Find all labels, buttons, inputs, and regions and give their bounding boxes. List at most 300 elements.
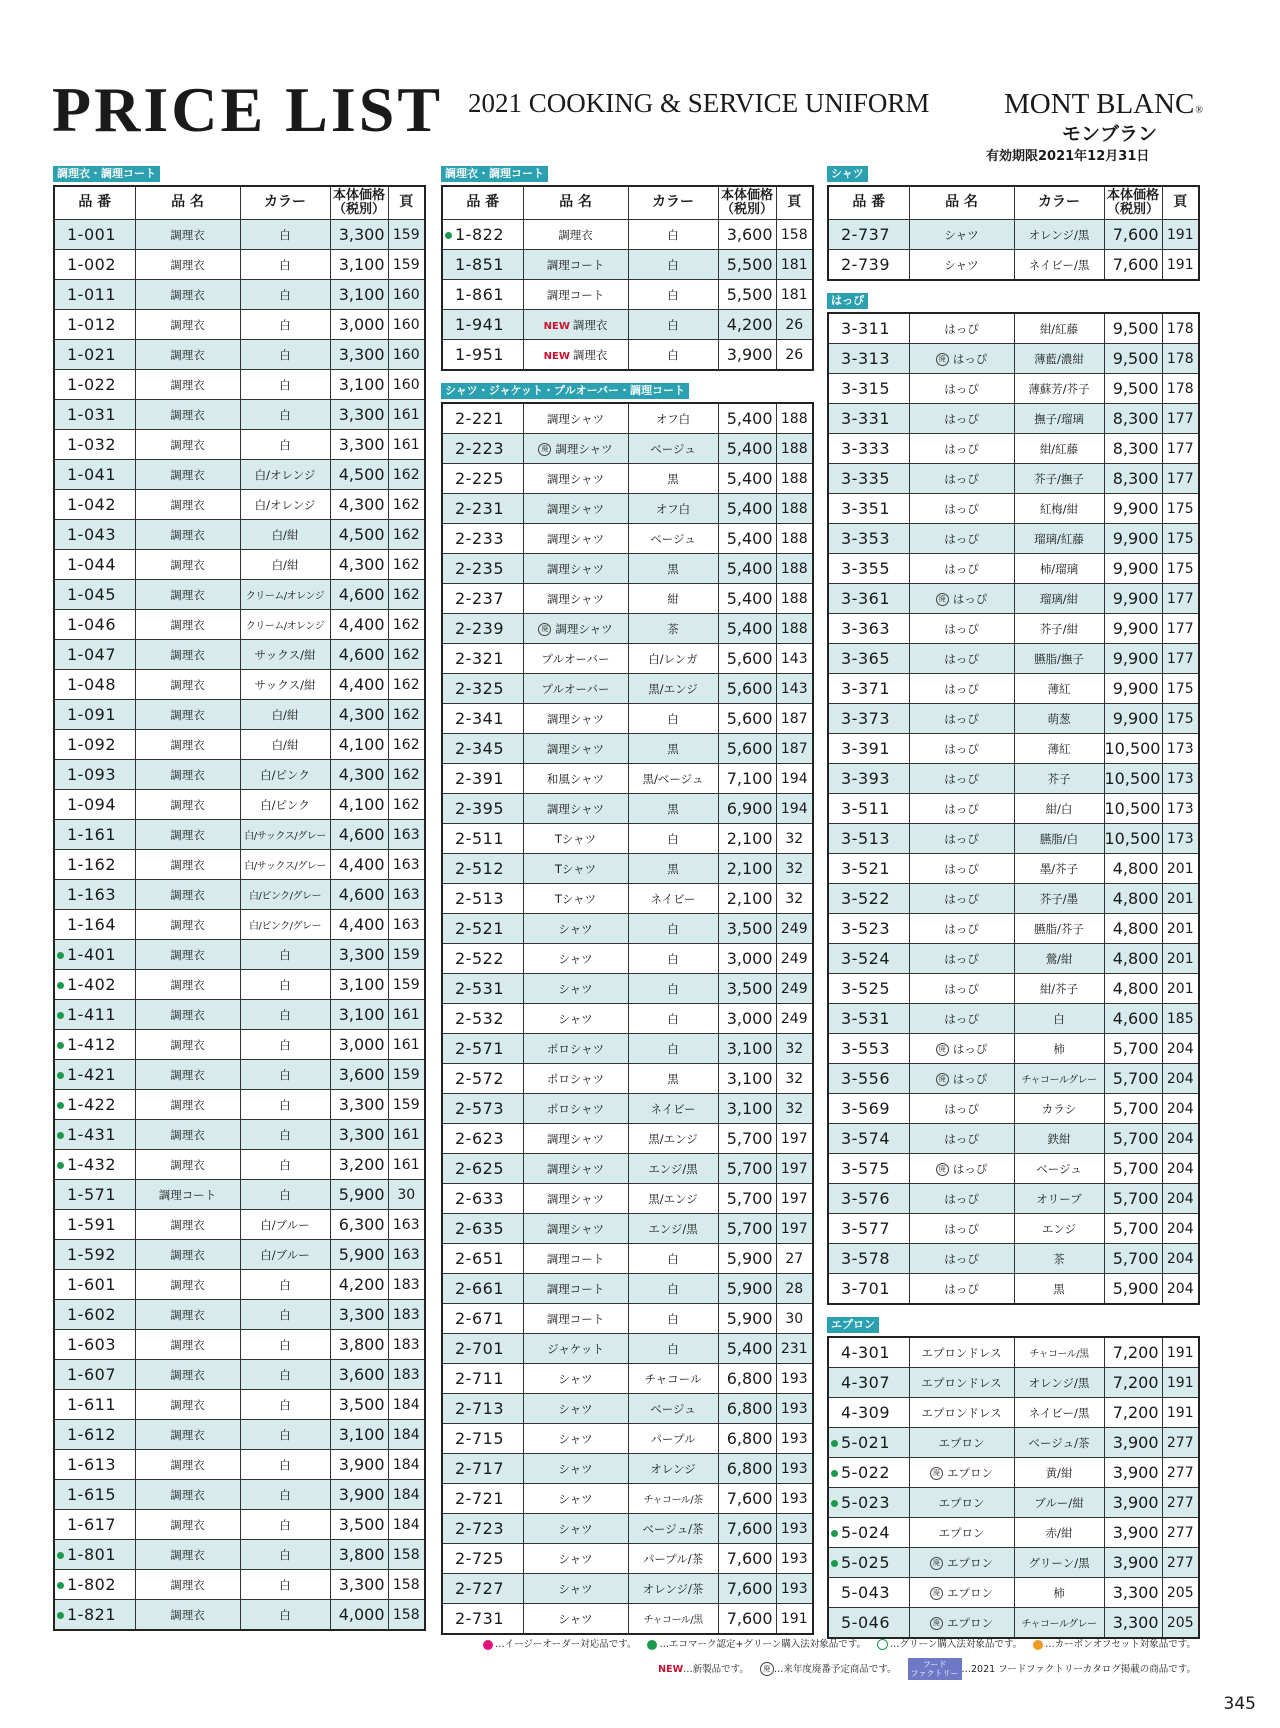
- item-price: 7,600: [718, 1484, 776, 1514]
- table-row[interactable]: [54, 400, 425, 430]
- item-color: 白: [628, 824, 718, 854]
- item-price: 3,900: [330, 1450, 388, 1480]
- table-row[interactable]: [828, 1608, 1199, 1639]
- item-code: [54, 640, 135, 670]
- item-name-text: 調理衣: [170, 827, 205, 842]
- item-name: [909, 884, 1014, 914]
- item-page: 163: [388, 820, 425, 850]
- table-row[interactable]: [442, 764, 813, 794]
- table-row[interactable]: [54, 790, 425, 820]
- item-code-text: 1-612: [67, 1425, 116, 1444]
- table-row[interactable]: [442, 464, 813, 494]
- item-name: [909, 374, 1014, 404]
- item-color: 撫子/瑠璃: [1014, 404, 1104, 434]
- item-name: [523, 944, 628, 974]
- table-row[interactable]: [828, 554, 1199, 584]
- item-code: [828, 250, 909, 281]
- table-row[interactable]: [828, 1154, 1199, 1184]
- item-price: 3,300: [330, 340, 388, 370]
- item-code: [828, 884, 909, 914]
- table-row[interactable]: [442, 854, 813, 884]
- table-row[interactable]: [54, 1330, 425, 1360]
- item-code: [828, 1488, 909, 1518]
- item-code-text: 1-431: [67, 1125, 116, 1144]
- table-row[interactable]: [54, 1540, 425, 1570]
- item-name-text: 調理衣: [170, 347, 205, 362]
- table-row[interactable]: [442, 1304, 813, 1334]
- table-row[interactable]: [442, 914, 813, 944]
- table-row[interactable]: [54, 1300, 425, 1330]
- item-code: [442, 524, 523, 554]
- table-row[interactable]: [54, 250, 425, 280]
- item-color: 鉄紺: [1014, 1124, 1104, 1154]
- table-row[interactable]: [442, 310, 813, 340]
- item-name: [135, 1090, 240, 1120]
- new-icon: NEW: [543, 350, 570, 362]
- item-price: 3,900: [1104, 1488, 1162, 1518]
- item-name: [135, 370, 240, 400]
- item-price: 3,500: [718, 914, 776, 944]
- item-name-text: 調理衣: [170, 887, 205, 902]
- table-row[interactable]: [54, 1240, 425, 1270]
- column-right: [827, 162, 1200, 1639]
- table-row[interactable]: [54, 1450, 425, 1480]
- item-color: 白: [240, 400, 330, 430]
- item-name-text: 調理衣: [170, 1307, 205, 1322]
- table-row[interactable]: [442, 1514, 813, 1544]
- table-row[interactable]: [828, 764, 1199, 794]
- discontinued-icon: 廃: [930, 1467, 943, 1480]
- header-price: [718, 186, 776, 220]
- table-row[interactable]: [54, 970, 425, 1000]
- item-code: [54, 1360, 135, 1390]
- table-row[interactable]: [54, 1600, 425, 1631]
- table-row[interactable]: [442, 340, 813, 371]
- table-row[interactable]: [828, 1398, 1199, 1428]
- table-row[interactable]: [442, 884, 813, 914]
- table-row[interactable]: [442, 1454, 813, 1484]
- table-row[interactable]: [442, 1334, 813, 1364]
- item-color: 白: [240, 1420, 330, 1450]
- legend-discontinued: 廃 …来年度廃番予定商品です。: [760, 1664, 897, 1675]
- item-name: [909, 1094, 1014, 1124]
- item-code-text: 2-725: [455, 1549, 504, 1568]
- item-code: [442, 914, 523, 944]
- item-page: 143: [776, 674, 813, 704]
- table-row[interactable]: [442, 674, 813, 704]
- item-page: 191: [1162, 1337, 1199, 1368]
- item-price: 10,500: [1104, 794, 1162, 824]
- item-code-text: 3-315: [841, 379, 890, 398]
- table-row[interactable]: [54, 580, 425, 610]
- table-row[interactable]: [442, 554, 813, 584]
- item-page: 188: [776, 434, 813, 464]
- brand-kana: モンブラン: [1062, 123, 1158, 145]
- table-row[interactable]: [442, 824, 813, 854]
- section-shirts-jackets: [441, 379, 814, 1635]
- item-code-text: 1-802: [67, 1575, 116, 1594]
- table-row[interactable]: [54, 730, 425, 760]
- table-row[interactable]: [54, 1150, 425, 1180]
- table-row[interactable]: [442, 734, 813, 764]
- table-row[interactable]: [54, 490, 425, 520]
- item-code-text: 1-611: [67, 1395, 116, 1414]
- item-color: 白: [628, 914, 718, 944]
- table-row[interactable]: [54, 1480, 425, 1510]
- item-code-text: 3-575: [841, 1159, 890, 1178]
- table-row[interactable]: [828, 524, 1199, 554]
- item-price: 8,300: [1104, 464, 1162, 494]
- table-row[interactable]: [442, 403, 813, 434]
- item-page: 162: [388, 790, 425, 820]
- table-row[interactable]: [54, 1510, 425, 1540]
- item-page: 277: [1162, 1518, 1199, 1548]
- table-row[interactable]: [828, 374, 1199, 404]
- table-row[interactable]: [442, 1094, 813, 1124]
- item-code: [442, 1514, 523, 1544]
- item-name-text: はっぴ: [944, 1281, 979, 1296]
- item-name: [909, 434, 1014, 464]
- table-row[interactable]: [54, 850, 425, 880]
- item-color: チャコールグレー: [1014, 1064, 1104, 1094]
- item-code-text: 1-093: [67, 765, 116, 784]
- table-row[interactable]: [828, 1274, 1199, 1305]
- table-row[interactable]: [54, 1570, 425, 1600]
- table-row[interactable]: [442, 1184, 813, 1214]
- item-code-text: 2-512: [455, 859, 504, 878]
- table-row[interactable]: [442, 1544, 813, 1574]
- table-row[interactable]: [54, 1090, 425, 1120]
- table-row[interactable]: [828, 1124, 1199, 1154]
- table-row[interactable]: [442, 1364, 813, 1394]
- table-row[interactable]: [828, 494, 1199, 524]
- item-name: [909, 1064, 1014, 1094]
- item-price: 9,500: [1104, 313, 1162, 344]
- item-page: 187: [776, 734, 813, 764]
- table-row[interactable]: [442, 614, 813, 644]
- table-row[interactable]: [828, 1368, 1199, 1398]
- table-row[interactable]: [442, 704, 813, 734]
- table-row[interactable]: [54, 1120, 425, 1150]
- item-code: [442, 1004, 523, 1034]
- table-row[interactable]: [828, 1034, 1199, 1064]
- item-price: 4,300: [330, 760, 388, 790]
- table-row[interactable]: [442, 644, 813, 674]
- header-price-line1: 本体価格: [332, 187, 385, 203]
- table-row[interactable]: [442, 1124, 813, 1154]
- item-code: [442, 614, 523, 644]
- eco-mark-dot-icon: [57, 1612, 64, 1619]
- orange-dot-icon: [1033, 1640, 1043, 1650]
- table-row[interactable]: [442, 1604, 813, 1635]
- table-row[interactable]: [54, 880, 425, 910]
- item-page: 181: [776, 280, 813, 310]
- item-page: 162: [388, 490, 425, 520]
- table-row[interactable]: [828, 704, 1199, 734]
- table-row[interactable]: [442, 524, 813, 554]
- item-color: サックス/紺: [240, 640, 330, 670]
- column-left: [53, 162, 426, 1631]
- table-row[interactable]: [442, 280, 813, 310]
- table-row[interactable]: [54, 1210, 425, 1240]
- table-row[interactable]: [442, 1004, 813, 1034]
- item-code-text: 1-951: [455, 345, 504, 364]
- table-row[interactable]: [828, 1094, 1199, 1124]
- item-price: 3,500: [330, 1510, 388, 1540]
- item-name: [909, 1034, 1014, 1064]
- discontinued-icon: 廃: [936, 1043, 949, 1056]
- table-row[interactable]: [442, 1034, 813, 1064]
- table-row[interactable]: [54, 550, 425, 580]
- item-name: [135, 1600, 240, 1631]
- table-row[interactable]: [828, 1548, 1199, 1578]
- item-price: 9,900: [1104, 554, 1162, 584]
- table-row[interactable]: [54, 1360, 425, 1390]
- table-row[interactable]: [54, 280, 425, 310]
- table-row[interactable]: [54, 1180, 425, 1210]
- item-name: [909, 974, 1014, 1004]
- table-row[interactable]: [442, 1424, 813, 1454]
- item-name: [523, 464, 628, 494]
- item-page: 188: [776, 494, 813, 524]
- table-row[interactable]: [828, 1004, 1199, 1034]
- table-row[interactable]: [828, 914, 1199, 944]
- table-row[interactable]: [54, 370, 425, 400]
- table-row[interactable]: [442, 1484, 813, 1514]
- table-row[interactable]: [828, 1244, 1199, 1274]
- table-row[interactable]: [828, 614, 1199, 644]
- item-color: 赤/紺: [1014, 1518, 1104, 1548]
- item-code: [828, 1548, 909, 1578]
- table-row[interactable]: [828, 404, 1199, 434]
- item-page: 175: [1162, 494, 1199, 524]
- table-row[interactable]: [828, 313, 1199, 344]
- table-row[interactable]: [54, 1030, 425, 1060]
- item-name: [135, 670, 240, 700]
- column-middle: [441, 162, 814, 1635]
- table-row[interactable]: [54, 820, 425, 850]
- table-row[interactable]: [54, 430, 425, 460]
- table-row[interactable]: [442, 794, 813, 824]
- item-code: [54, 1600, 135, 1631]
- item-color: クリーム/オレンジ: [240, 610, 330, 640]
- table-row[interactable]: [828, 734, 1199, 764]
- item-code: [442, 1544, 523, 1574]
- item-name-text: Tシャツ: [554, 831, 597, 846]
- table-row[interactable]: [828, 1488, 1199, 1518]
- item-name-text: 調理衣: [170, 557, 205, 572]
- item-price: 5,400: [718, 614, 776, 644]
- table-row[interactable]: [828, 854, 1199, 884]
- table-row[interactable]: [442, 1154, 813, 1184]
- discontinued-icon: 廃: [930, 1557, 943, 1570]
- item-name-text: シャツ: [558, 1461, 593, 1476]
- table-row[interactable]: [828, 1518, 1199, 1548]
- table-row[interactable]: [828, 824, 1199, 854]
- item-page: 249: [776, 974, 813, 1004]
- item-code: [54, 1480, 135, 1510]
- item-color: エンジ/黒: [628, 1154, 718, 1184]
- item-code: [54, 490, 135, 520]
- item-name-text: 調理シャツ: [546, 591, 605, 606]
- item-code: [54, 1090, 135, 1120]
- item-color: 紺/芥子: [1014, 974, 1104, 1004]
- item-color: カラシ: [1014, 1094, 1104, 1124]
- table-row[interactable]: [828, 1458, 1199, 1488]
- table-row[interactable]: [54, 940, 425, 970]
- table-row[interactable]: [54, 760, 425, 790]
- table-row[interactable]: [54, 520, 425, 550]
- table-row[interactable]: [54, 460, 425, 490]
- item-page: 197: [776, 1154, 813, 1184]
- header-price: [330, 186, 388, 220]
- item-color: ベージュ: [628, 524, 718, 554]
- item-page: 193: [776, 1484, 813, 1514]
- table-row[interactable]: [442, 494, 813, 524]
- table-row[interactable]: [828, 464, 1199, 494]
- table-row[interactable]: [828, 674, 1199, 704]
- item-price: 2,100: [718, 884, 776, 914]
- item-name: [523, 1334, 628, 1364]
- table-row[interactable]: [828, 1214, 1199, 1244]
- table-row[interactable]: [442, 944, 813, 974]
- table-row[interactable]: [442, 974, 813, 1004]
- table-row[interactable]: [828, 944, 1199, 974]
- table-row[interactable]: [442, 220, 813, 250]
- table-row[interactable]: [828, 644, 1199, 674]
- table-row[interactable]: [54, 640, 425, 670]
- item-code-text: 1-002: [67, 255, 116, 274]
- table-header-row: [828, 186, 1199, 220]
- item-page: 175: [1162, 524, 1199, 554]
- item-color: 白: [240, 940, 330, 970]
- item-name-text: はっぴ: [944, 861, 979, 876]
- item-price: 6,300: [330, 1210, 388, 1240]
- item-code-text: 1-001: [67, 225, 116, 244]
- item-name-text: 調理衣: [170, 737, 205, 752]
- item-code-text: 1-821: [67, 1605, 116, 1624]
- item-page: 183: [388, 1360, 425, 1390]
- item-price: 3,900: [1104, 1458, 1162, 1488]
- item-name: [135, 1210, 240, 1240]
- table-row[interactable]: [54, 1060, 425, 1090]
- item-name: [523, 1034, 628, 1064]
- table-row[interactable]: [442, 434, 813, 464]
- item-code: [442, 1034, 523, 1064]
- item-code: [828, 704, 909, 734]
- table-row[interactable]: [828, 250, 1199, 281]
- item-page: 160: [388, 340, 425, 370]
- item-color: 紺/紅藤: [1014, 434, 1104, 464]
- item-code-text: 3-333: [841, 439, 890, 458]
- table-row[interactable]: [54, 1000, 425, 1030]
- table-row[interactable]: [54, 700, 425, 730]
- item-color: 白: [240, 1600, 330, 1631]
- item-name: [523, 1004, 628, 1034]
- table-row[interactable]: [442, 1244, 813, 1274]
- item-code: [442, 1214, 523, 1244]
- table-row[interactable]: [442, 1214, 813, 1244]
- table-row[interactable]: [54, 610, 425, 640]
- item-page: 160: [388, 310, 425, 340]
- item-color: ベージュ/茶: [1014, 1428, 1104, 1458]
- item-code: [828, 524, 909, 554]
- item-code: [828, 1337, 909, 1368]
- table-row[interactable]: [828, 220, 1199, 250]
- table-row[interactable]: [442, 584, 813, 614]
- table-row[interactable]: [54, 340, 425, 370]
- table-row[interactable]: [828, 974, 1199, 1004]
- item-name-text: 調理シャツ: [546, 801, 605, 816]
- table-row[interactable]: [54, 220, 425, 250]
- item-page: 183: [388, 1270, 425, 1300]
- table-row[interactable]: [828, 794, 1199, 824]
- table-row[interactable]: [828, 1428, 1199, 1458]
- item-name-text: はっぴ: [944, 381, 979, 396]
- table-row[interactable]: [442, 250, 813, 280]
- item-page: 159: [388, 940, 425, 970]
- table-row[interactable]: [54, 1270, 425, 1300]
- table-row[interactable]: [828, 434, 1199, 464]
- table-row[interactable]: [54, 1390, 425, 1420]
- table-row[interactable]: [828, 584, 1199, 614]
- table-row[interactable]: [828, 1064, 1199, 1094]
- table-row[interactable]: [828, 884, 1199, 914]
- table-row[interactable]: [828, 1337, 1199, 1368]
- table-row[interactable]: [54, 670, 425, 700]
- item-color: 黒: [628, 734, 718, 764]
- item-code: [828, 824, 909, 854]
- table-row[interactable]: [54, 910, 425, 940]
- item-name: [135, 820, 240, 850]
- item-name-text: 調理コート: [546, 287, 605, 302]
- new-icon: NEW: [543, 320, 570, 332]
- item-price: 5,400: [718, 403, 776, 434]
- discontinued-icon: 廃: [936, 593, 949, 606]
- eco-mark-dot-icon: [57, 1042, 64, 1049]
- table-row[interactable]: [442, 1274, 813, 1304]
- table-row[interactable]: [442, 1394, 813, 1424]
- item-color: 芥子/墨: [1014, 884, 1104, 914]
- table-row[interactable]: [442, 1574, 813, 1604]
- table-row[interactable]: [828, 344, 1199, 374]
- item-color: チャコール/黒: [628, 1604, 718, 1635]
- item-name-text: 調理シャツ: [546, 741, 605, 756]
- item-page: 204: [1162, 1124, 1199, 1154]
- item-page: 204: [1162, 1094, 1199, 1124]
- item-code: [54, 340, 135, 370]
- item-name: [135, 1150, 240, 1180]
- item-color: オフ白: [628, 403, 718, 434]
- item-code: [828, 794, 909, 824]
- item-price: 4,800: [1104, 944, 1162, 974]
- item-code-text: 2-635: [455, 1219, 504, 1238]
- item-name-text: はっぴ: [944, 411, 979, 426]
- table-row[interactable]: [54, 310, 425, 340]
- table-row[interactable]: [828, 1184, 1199, 1214]
- section-chef-coats-cont: [441, 162, 814, 371]
- item-name-text: 調理衣: [558, 227, 593, 242]
- table-row[interactable]: [54, 1420, 425, 1450]
- item-name: [135, 910, 240, 940]
- header-page: 頁: [388, 186, 425, 220]
- item-name-text: はっぴ: [944, 651, 979, 666]
- table-row[interactable]: [828, 1578, 1199, 1608]
- item-name-text: 調理衣: [170, 1247, 205, 1262]
- item-price: 5,400: [718, 494, 776, 524]
- table-row[interactable]: [442, 1064, 813, 1094]
- item-code: [828, 1004, 909, 1034]
